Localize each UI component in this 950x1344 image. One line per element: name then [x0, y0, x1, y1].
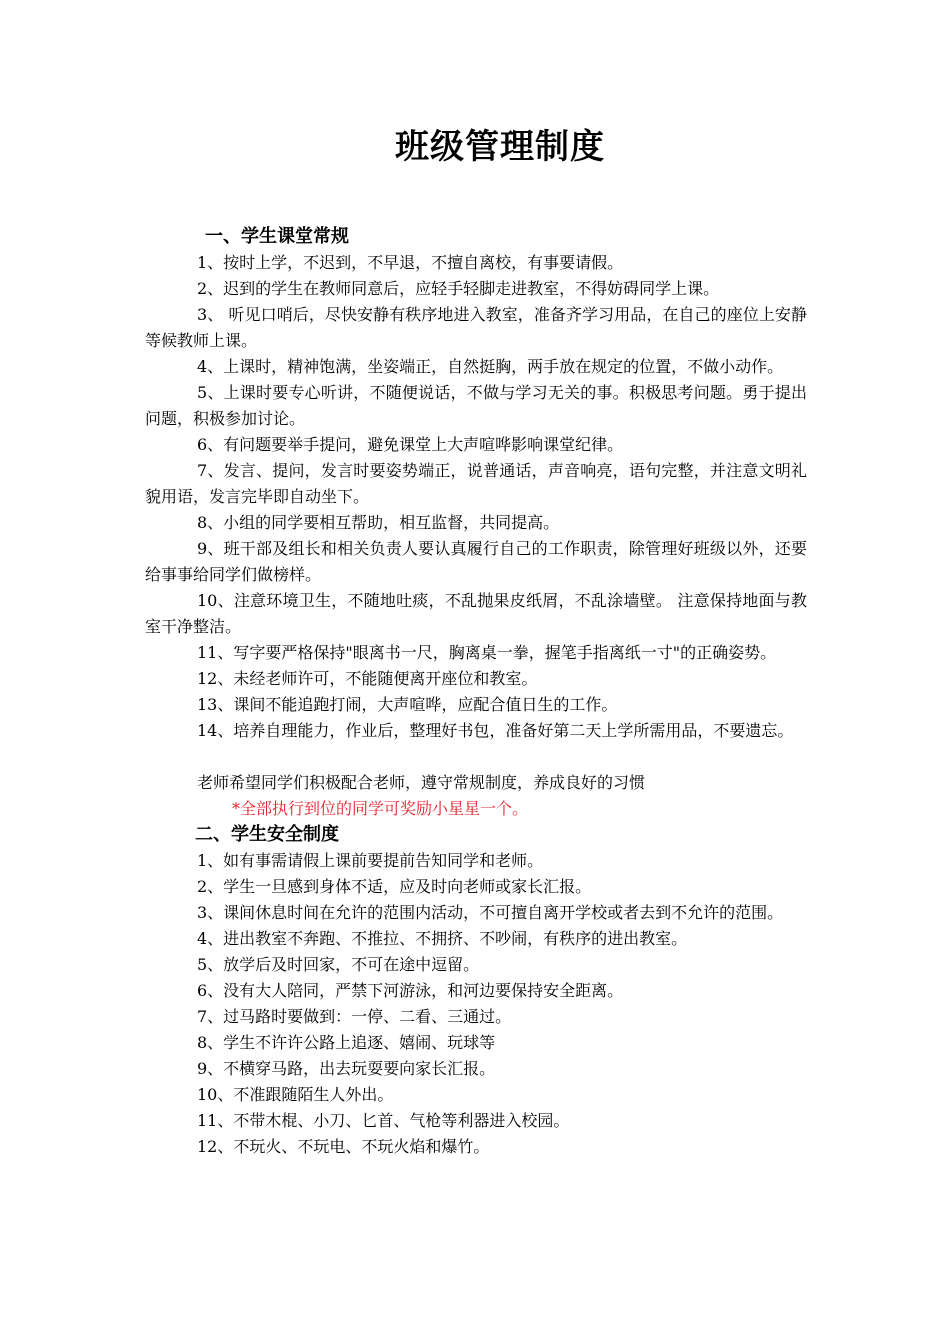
rule-item: 13、课间不能追跑打闹，大声喧哗，应配合值日生的工作。	[197, 695, 618, 714]
safety-item: 8、学生不许许公路上追逐、嬉闹、玩球等	[197, 1033, 496, 1052]
rule-item: 2、迟到的学生在教师同意后，应轻手轻脚走进教室，不得妨碍同学上课。	[197, 279, 720, 298]
section-heading-safety-rules: 二、学生安全制度	[195, 824, 339, 845]
classroom-rules-list	[145, 250, 807, 744]
rule-item: 10、注意环境卫生，不随地吐痰，不乱抛果皮纸屑，不乱涂墙壁。 注意保持地面与教室干净整洁。	[145, 591, 807, 636]
rule-item: 7、发言、提问，发言时要姿势端正，说普通话，声音响亮，语句完整，并注意文明礼貌用语，发言完毕即自动坐下。	[145, 461, 807, 506]
safety-rules-list	[145, 848, 807, 1160]
safety-item: 10、不准跟随陌生人外出。	[197, 1085, 394, 1104]
safety-item: 2、学生一旦感到身体不适，应及时向老师或家长汇报。	[197, 877, 592, 896]
safety-item: 7、过马路时要做到：一停、二看、三通过。	[197, 1007, 512, 1026]
safety-item: 4、进出教室不奔跑、不推拉、不拥挤、不吵闹，有秩序的进出教室。	[197, 929, 688, 948]
safety-item: 6、没有大人陪同，严禁下河游泳，和河边要保持安全距离。	[197, 981, 624, 1000]
safety-item: 9、不横穿马路，出去玩耍要向家长汇报。	[197, 1059, 496, 1078]
safety-item: 12、不玩火、不玩电、不玩火焰和爆竹。	[197, 1137, 490, 1156]
document-title: 班级管理制度	[395, 127, 605, 167]
reward-note: *全部执行到位的同学可奖励小星星一个。	[232, 799, 529, 818]
rule-item: 8、小组的同学要相互帮助，相互监督，共同提高。	[197, 513, 560, 532]
safety-item: 1、如有事需请假上课前要提前告知同学和老师。	[197, 851, 544, 870]
rule-item: 14、培养自理能力，作业后，整理好书包，准备好第二天上学所需用品，不要遗忘。	[197, 721, 794, 740]
rule-item: 12、未经老师许可，不能随便离开座位和教室。	[197, 669, 538, 688]
rule-item: 1、按时上学，不迟到，不早退，不擅自离校，有事要请假。	[197, 253, 624, 272]
rule-item: 11、写字要严格保持"眼离书一尺，胸离桌一拳，握笔手指离纸一寸"的正确姿势。	[197, 643, 777, 662]
rule-item: 5、上课时要专心听讲，不随便说话，不做与学习无关的事。积极思考问题。勇于提出问题，积极参加讨论。	[145, 383, 807, 428]
safety-item: 5、放学后及时回家，不可在途中逗留。	[197, 955, 480, 974]
rule-item: 4、上课时，精神饱满，坐姿端正，自然挺胸，两手放在规定的位置，不做小动作。	[197, 357, 784, 376]
safety-item: 3、课间休息时间在允许的范围内活动，不可擅自离开学校或者去到不允许的范围。	[197, 903, 784, 922]
rule-item: 9、班干部及组长和相关负责人要认真履行自己的工作职责，除管理好班级以外，还要给事事给同学们做榜样。	[145, 539, 807, 584]
safety-item: 11、不带木棍、小刀、匕首、气枪等利器进入校园。	[197, 1111, 570, 1130]
section-heading-classroom-rules: 一、学生课堂常规	[205, 226, 349, 247]
teacher-note: 老师希望同学们积极配合老师，遵守常规制度，养成良好的习惯	[197, 773, 646, 792]
rule-item: 3、 听见口哨后，尽快安静有秩序地进入教室，准备齐学习用品，在自己的座位上安静等候教师上课。	[145, 305, 807, 350]
document-body	[145, 224, 807, 1160]
blank-line	[145, 744, 807, 770]
rule-item: 6、有问题要举手提问，避免课堂上大声喧哗影响课堂纪律。	[197, 435, 624, 454]
